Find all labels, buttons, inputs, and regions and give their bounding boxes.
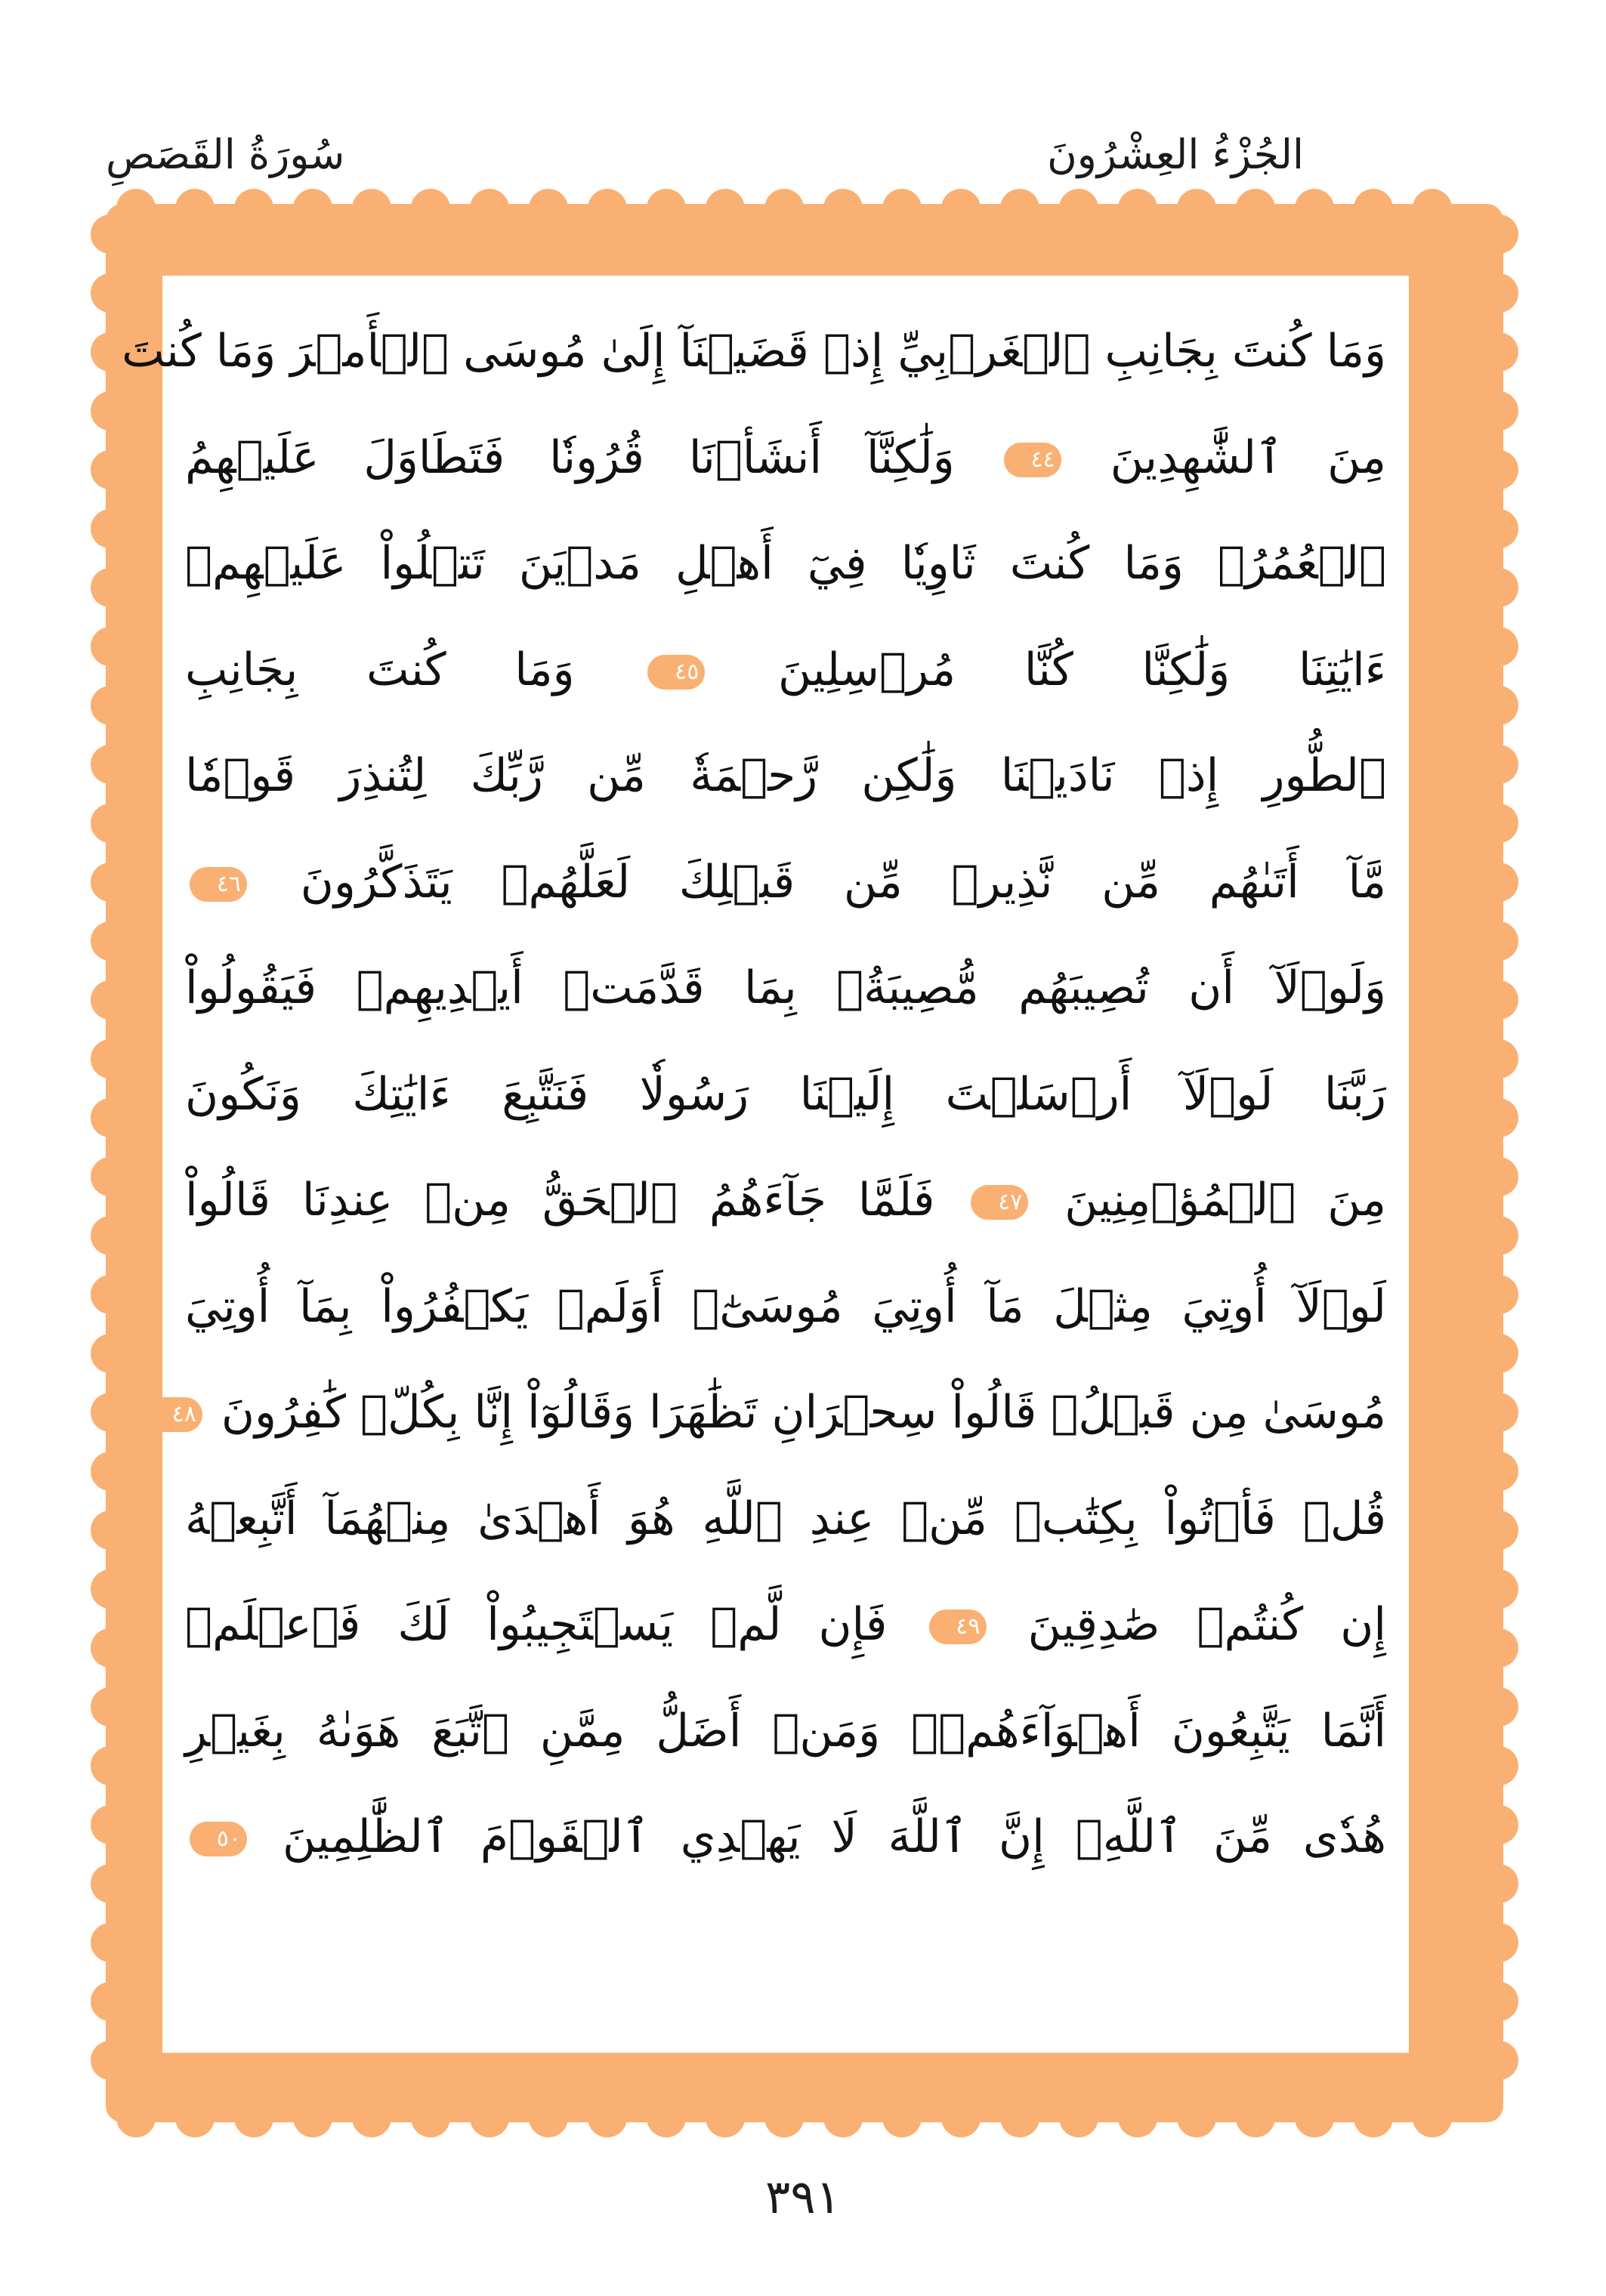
verse-text: مَّآ أَتَىٰهُم مِّن نَّذِيرٖ مِّن قَبۡلِكَ لَعَلَّهُمۡ يَتَذَكَّرُونَ: [300, 855, 1386, 909]
scallop-bump: [1479, 627, 1518, 666]
scallop-bump: [823, 189, 863, 228]
scallop-bump: [1479, 1216, 1518, 1255]
scallop-bump: [91, 1216, 130, 1255]
quran-text: [122, 298, 1387, 2038]
surah-title: سُورَةُ القَصَصِ: [106, 131, 345, 178]
scallop-bump: [91, 1452, 130, 1491]
scallop-bump: [1059, 189, 1098, 228]
scallop-bump: [647, 189, 686, 228]
scallop-bump: [1479, 568, 1518, 607]
verse-text: مُوسَىٰ مِن قَبۡلُۖ قَالُواْ سِحۡرَانِ تَظَٰهَرَا وَقَالُوٓاْ إِنَّا بِكُلّٖ كَٰفِرُونَ: [221, 1386, 1386, 1439]
verse-text: رَبَّنَا لَوۡلَآ أَرۡسَلۡتَ إِلَيۡنَا رَسُولٗا فَنَتَّبِعَ ءَايَٰتِكَ وَنَكُونَ: [185, 1067, 1386, 1121]
scallop-bump: [1479, 921, 1518, 961]
scallop-bump: [1479, 1098, 1518, 1137]
scallop-bump: [91, 1157, 130, 1196]
scallop-bump: [1479, 1452, 1518, 1491]
scallop-bump: [1236, 2098, 1275, 2137]
scallop-bump: [1479, 450, 1518, 489]
scallop-bump: [1177, 2098, 1216, 2137]
text-line: [185, 1784, 1386, 1890]
text-line: [185, 829, 1386, 936]
scallop-bump: [91, 804, 130, 843]
scallop-bump: [91, 1098, 130, 1137]
scallop-bump: [91, 863, 130, 902]
scallop-bump: [1413, 2098, 1452, 2137]
scallop-bump: [91, 980, 130, 1020]
scallop-bump: [1479, 863, 1518, 902]
scallop-bump: [91, 1569, 130, 1609]
verse-text: أَنَّمَا يَتَّبِعُونَ أَهۡوَآءَهُمۡۚ وَمَنۡ أَضَلُّ مِمَّنِ ٱتَّبَعَ هَوَىٰهُ بِغَيۡرِ: [185, 1704, 1386, 1757]
ayah-number-marker: ٤٤: [1004, 443, 1061, 477]
ayah-number-marker: ٤٩: [929, 1609, 987, 1644]
scallop-bump: [1479, 1039, 1518, 1079]
scallop-bump: [91, 568, 130, 607]
verse-text: لَوۡلَآ أُوتِيَ مِثۡلَ مَآ أُوتِيَ مُوسَىٰٓۚ أَوَلَمۡ يَكۡفُرُواْ بِمَآ أُوتِيَ: [185, 1279, 1386, 1333]
scallop-bump: [1059, 2098, 1098, 2137]
text-line: [122, 298, 1386, 405]
scallop-bump: [941, 189, 981, 228]
verse-text: وَمَا كُنتَ بِجَانِبِ ٱلۡغَرۡبِيِّ إِذۡ قَضَيۡنَآ إِلَىٰ مُوسَى ٱلۡأَمۡرَ وَمَا كُنتَ: [122, 325, 1386, 378]
scallop-bump: [588, 189, 627, 228]
scallop-bump: [91, 745, 130, 784]
scallop-bump: [293, 2098, 332, 2137]
scallop-bump: [91, 1393, 130, 1432]
verse-text: وَمَا كُنتَ بِجَانِبِ: [185, 643, 575, 696]
scallop-bump: [1479, 686, 1518, 725]
scallop-bump: [529, 189, 568, 228]
scallop-bump: [352, 189, 391, 228]
scallop-bump: [352, 2098, 391, 2137]
ayah-number-marker: ٤٧: [971, 1185, 1028, 1220]
ayah-number-marker: ٤٥: [647, 655, 705, 690]
scallop-bump: [293, 189, 332, 228]
verse-text: هُدٗى مِّنَ ٱللَّهِۚ إِنَّ ٱللَّهَ لَا يَهۡدِي ٱلۡقَوۡمَ ٱلظَّٰلِمِينَ: [282, 1810, 1386, 1863]
text-line: [185, 1678, 1386, 1785]
text-line: [171, 1359, 1386, 1466]
scallop-bump: [234, 2098, 273, 2137]
text-line: [185, 1147, 1386, 1254]
text-line: [185, 617, 1386, 724]
verse-text: وَلَٰكِنَّآ أَنشَأۡنَا قُرُونٗا فَتَطَاوَلَ عَلَيۡهِمُ: [185, 430, 955, 484]
scallop-bump: [1479, 1334, 1518, 1373]
verse-text: مِنَ ٱلشَّٰهِدِينَ: [1110, 430, 1386, 484]
scallop-bump: [175, 2098, 215, 2137]
scallop-bump: [1479, 1393, 1518, 1432]
scallop-bump: [1479, 273, 1518, 313]
scallop-bump: [91, 1687, 130, 1727]
scallop-bump: [1118, 189, 1157, 228]
scallop-bump: [91, 627, 130, 666]
scallop-bump: [706, 2098, 745, 2137]
scallop-bump: [1479, 214, 1518, 254]
scallop-bump: [91, 214, 130, 254]
scallop-bump: [647, 2098, 686, 2137]
verse-text: ءَايَٰتِنَا وَلَٰكِنَّا كُنَّا مُرۡسِلِينَ: [778, 643, 1387, 696]
scallop-bump: [91, 450, 130, 489]
verse-text: فَإِن لَّمۡ يَسۡتَجِيبُواْ لَكَ فَٱعۡلَمۡ: [185, 1598, 888, 1651]
scallop-bump: [1479, 509, 1518, 548]
scallop-bump: [175, 189, 215, 228]
verse-text: فَلَمَّا جَآءَهُمُ ٱلۡحَقُّ مِنۡ عِندِنَا قَالُواْ: [185, 1174, 935, 1227]
scallop-bump: [91, 1864, 130, 1903]
scallop-bump: [1354, 189, 1393, 228]
text-line: [185, 935, 1386, 1042]
scallop-bump: [91, 1982, 130, 2021]
scallop-bump: [1177, 189, 1216, 228]
scallop-bump: [470, 2098, 509, 2137]
text-line: [185, 405, 1386, 511]
scallop-bump: [1118, 2098, 1157, 2137]
scallop-bump: [764, 2098, 804, 2137]
scallop-bump: [91, 1746, 130, 1785]
scallop-bump: [91, 686, 130, 725]
verse-text: مِنَ ٱلۡمُؤۡمِنِينَ: [1064, 1174, 1386, 1227]
scallop-bump: [91, 1923, 130, 1962]
scallop-bump: [91, 1039, 130, 1079]
text-line: [185, 723, 1386, 829]
scallop-bump: [91, 921, 130, 961]
ayah-number-marker: ٤٨: [145, 1397, 202, 1432]
scallop-bump: [411, 189, 450, 228]
text-line: [185, 1042, 1386, 1148]
scallop-bump: [1295, 2098, 1334, 2137]
scallop-bump: [882, 2098, 922, 2137]
verse-text: ٱلطُّورِ إِذۡ نَادَيۡنَا وَلَٰكِن رَّحۡمَةٗ مِّن رَّبِّكَ لِتُنذِرَ قَوۡمٗا: [185, 749, 1386, 802]
scallop-bump: [1295, 189, 1334, 228]
ayah-number-marker: ٤٦: [190, 867, 247, 902]
scallop-bump: [411, 2098, 450, 2137]
juz-title: الجُزْءُ العِشْرُونَ: [1047, 131, 1304, 178]
scallop-bump: [764, 189, 804, 228]
scallop-bump: [91, 2041, 130, 2080]
verse-text: قُلۡ فَأۡتُواْ بِكِتَٰبٖ مِّنۡ عِندِ ٱللَّهِ هُوَ أَهۡدَىٰ مِنۡهُمَآ أَتَّبِعۡهُ: [185, 1492, 1386, 1545]
scallop-bump: [91, 1275, 130, 1314]
scallop-bump: [1479, 2041, 1518, 2080]
scallop-bump: [1413, 189, 1452, 228]
scallop-bump: [91, 509, 130, 548]
scallop-bump: [588, 2098, 627, 2137]
verse-text: وَلَوۡلَآ أَن تُصِيبَهُم مُّصِيبَةُۢ بِمَا قَدَّمَتۡ أَيۡدِيهِمۡ فَيَقُولُواْ: [185, 961, 1386, 1014]
scallop-bump: [91, 1628, 130, 1668]
scallop-bump: [1479, 745, 1518, 784]
scallop-bump: [470, 189, 509, 228]
scallop-bump: [529, 2098, 568, 2137]
scallop-bump: [823, 2098, 863, 2137]
scallop-bump: [1479, 1982, 1518, 2021]
scallop-bump: [1000, 2098, 1039, 2137]
scallop-bump: [941, 2098, 981, 2137]
scallop-bump: [1479, 1746, 1518, 1785]
text-line: [185, 1254, 1386, 1360]
text-line: [185, 511, 1386, 617]
text-line: [185, 1466, 1386, 1572]
scallop-bump: [91, 1334, 130, 1373]
scallop-bump: [1479, 1805, 1518, 1844]
scallop-bump: [91, 1805, 130, 1844]
scallop-bump: [1236, 189, 1275, 228]
scallop-bump: [1479, 1157, 1518, 1196]
scallop-bump: [1479, 391, 1518, 430]
scallop-bump: [882, 189, 922, 228]
scallop-bump: [1479, 980, 1518, 1020]
scallop-bump: [1479, 1275, 1518, 1314]
scallop-bump: [706, 189, 745, 228]
scallop-bump: [1479, 332, 1518, 372]
scallop-bump: [1479, 1569, 1518, 1609]
scallop-bump: [1354, 2098, 1393, 2137]
scallop-bump: [1479, 1628, 1518, 1668]
scallop-bump: [116, 2098, 156, 2137]
text-panel: [122, 276, 1409, 2053]
text-line: [185, 1572, 1386, 1678]
scallop-bump: [1479, 804, 1518, 843]
scallop-bump: [1479, 1687, 1518, 1727]
scallop-bump: [91, 1511, 130, 1550]
scallop-bump: [1479, 1511, 1518, 1550]
verse-text: إِن كُنتُمۡ صَٰدِقِينَ: [1027, 1598, 1386, 1651]
ayah-number-marker: ٥٠: [190, 1822, 247, 1856]
scallop-bump: [1000, 189, 1039, 228]
verse-text: ٱلۡعُمُرُۚ وَمَا كُنتَ ثَاوِيٗا فِيٓ أَهۡلِ مَدۡيَنَ تَتۡلُواْ عَلَيۡهِمۡ: [185, 537, 1386, 590]
scallop-bump: [1479, 1923, 1518, 1962]
scallop-bump: [234, 189, 273, 228]
scallop-bump: [1479, 1864, 1518, 1903]
page-number: ٣٩١: [765, 2169, 841, 2224]
